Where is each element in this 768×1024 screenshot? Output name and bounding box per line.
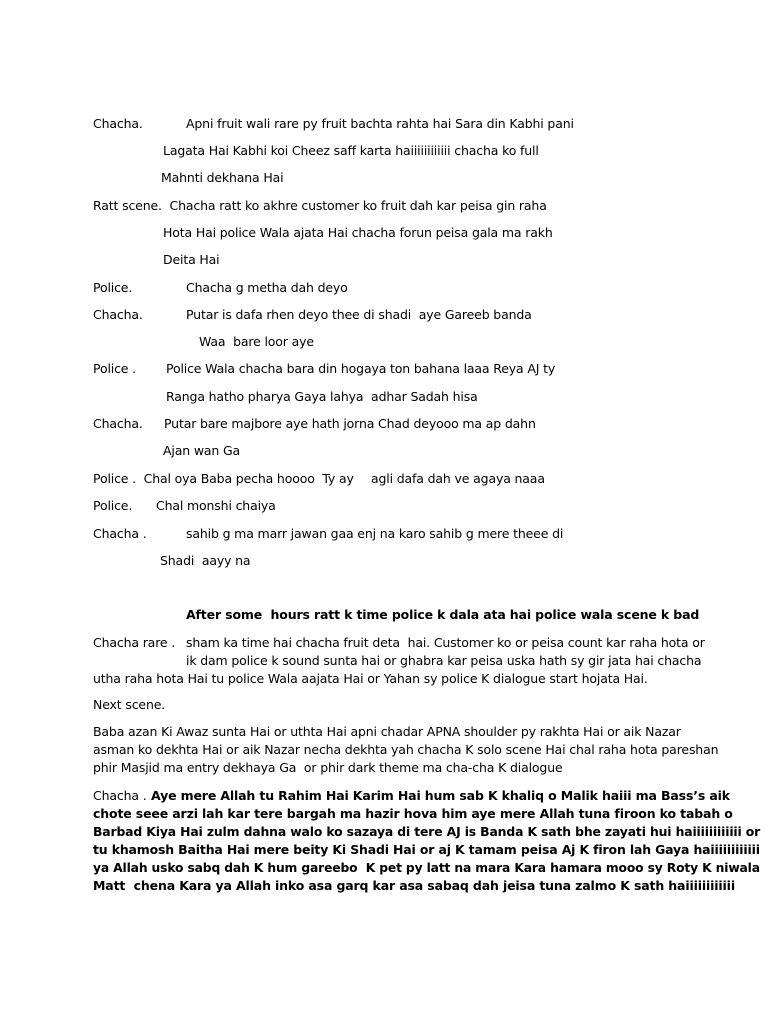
speaker-label: Police.	[93, 498, 133, 513]
dialogue-line: Ranga hatho pharya Gaya lahya adhar Sadah hisa	[166, 389, 478, 404]
prayer-line: Aye mere Allah tu Rahim Hai Karim Hai hum sab K khaliq o Malik haiii ma Bass’s aik	[151, 788, 730, 803]
speaker-label: Police.	[93, 280, 133, 295]
prayer-line: Barbad Kiya Hai zulm dahna walo ko sazaya di tere AJ is Banda K sath bhe zayati hui haiiiiiiiiiiii or	[93, 824, 761, 839]
scene-label: Next scene.	[93, 697, 166, 712]
dialogue-line: Deita Hai	[163, 252, 220, 267]
dialogue-line: Hota Hai police Wala ajata Hai chacha forun peisa gala ma rakh	[163, 225, 553, 240]
paragraph-line: utha raha hota Hai tu police Wala aajata Hai or Yahan sy police K dialogue start hojata Hai.	[93, 671, 648, 686]
dialogue-line: Lagata Hai Kabhi koi Cheez saff karta haiiiiiiiiiiii chacha ko full	[163, 143, 539, 158]
speaker-label: Chacha rare .	[93, 635, 176, 650]
speaker-label: Chacha.	[93, 307, 143, 322]
paragraph-line: Baba azan Ki Awaz sunta Hai or uthta Hai apni chadar APNA shoulder py rakhta Hai or aik Nazar	[93, 724, 681, 739]
section-heading: After some hours ratt k time police k dala ata hai police wala scene k bad	[186, 607, 700, 622]
dialogue-line: Chal monshi chaiya	[156, 498, 276, 513]
dialogue-line: Waa bare loor aye	[199, 334, 314, 349]
speaker-label: Police .	[93, 361, 136, 376]
dialogue-line: Shadi aayy na	[160, 553, 251, 568]
dialogue-line: Putar is dafa rhen deyo thee di shadi aye Gareeb banda	[186, 307, 532, 322]
dialogue-line: Ajan wan Ga	[163, 443, 241, 458]
paragraph-line: asman ko dekhta Hai or aik Nazar necha dekhta yah chacha K solo scene Hai chal raha hota pareshan	[93, 742, 719, 757]
paragraph-line: sham ka time hai chacha fruit deta hai. Customer ko or peisa count kar raha hota or	[186, 635, 705, 650]
paragraph-line: ik dam police k sound sunta hai or ghabra kar peisa uska hath sy gir jata hai chacha	[186, 653, 702, 668]
dialogue-line: Mahnti dekhana Hai	[161, 170, 284, 185]
speaker-label: Chacha.	[93, 116, 143, 131]
prayer-line: tu khamosh Baitha Hai mere beity Ki Shadi Hai or aj K tamam peisa Aj K firon lah Gaya haiiiiiiiiiiii	[93, 842, 760, 857]
dialogue-line: sahib g ma marr jawan gaa enj na karo sahib g mere theee di	[186, 526, 564, 541]
dialogue-line: Chacha g metha dah deyo	[186, 280, 348, 295]
prayer-line: ya Allah usko sabq dah K hum gareebo K pet py latt na mara Kara hamara mooo sy Roty K niwala	[93, 860, 760, 875]
prayer-line: chote seee arzi lah kar tere bargah ma hazir hova him aye mere Allah tuna firoon ko tabah o	[93, 806, 733, 821]
prayer-line: Matt chena Kara ya Allah inko asa garq kar asa sabaq dah jeisa tuna zalmo K sath haiiiiiiiiiiii	[93, 878, 735, 893]
dialogue-line: Police . Chal oya Baba pecha hoooo Ty ay	[93, 471, 354, 486]
speaker-label: Chacha .	[93, 788, 147, 803]
dialogue-line: Putar bare majbore aye hath jorna Chad deyooo ma ap dahn	[164, 416, 536, 431]
dialogue-line: Apni fruit wali rare py fruit bachta rahta hai Sara din Kabhi pani	[186, 116, 574, 131]
dialogue-line: Police Wala chacha bara din hogaya ton bahana laaa Reya AJ ty	[166, 361, 556, 376]
speaker-label: Chacha.	[93, 416, 143, 431]
scene-line: Ratt scene. Chacha ratt ko akhre customer ko fruit dah kar peisa gin raha	[93, 198, 547, 213]
dialogue-line: agli dafa dah ve agaya naaa	[371, 471, 545, 486]
speaker-label: Chacha .	[93, 526, 147, 541]
paragraph-line: phir Masjid ma entry dekhaya Ga or phir dark theme ma cha-cha K dialogue	[93, 760, 563, 775]
